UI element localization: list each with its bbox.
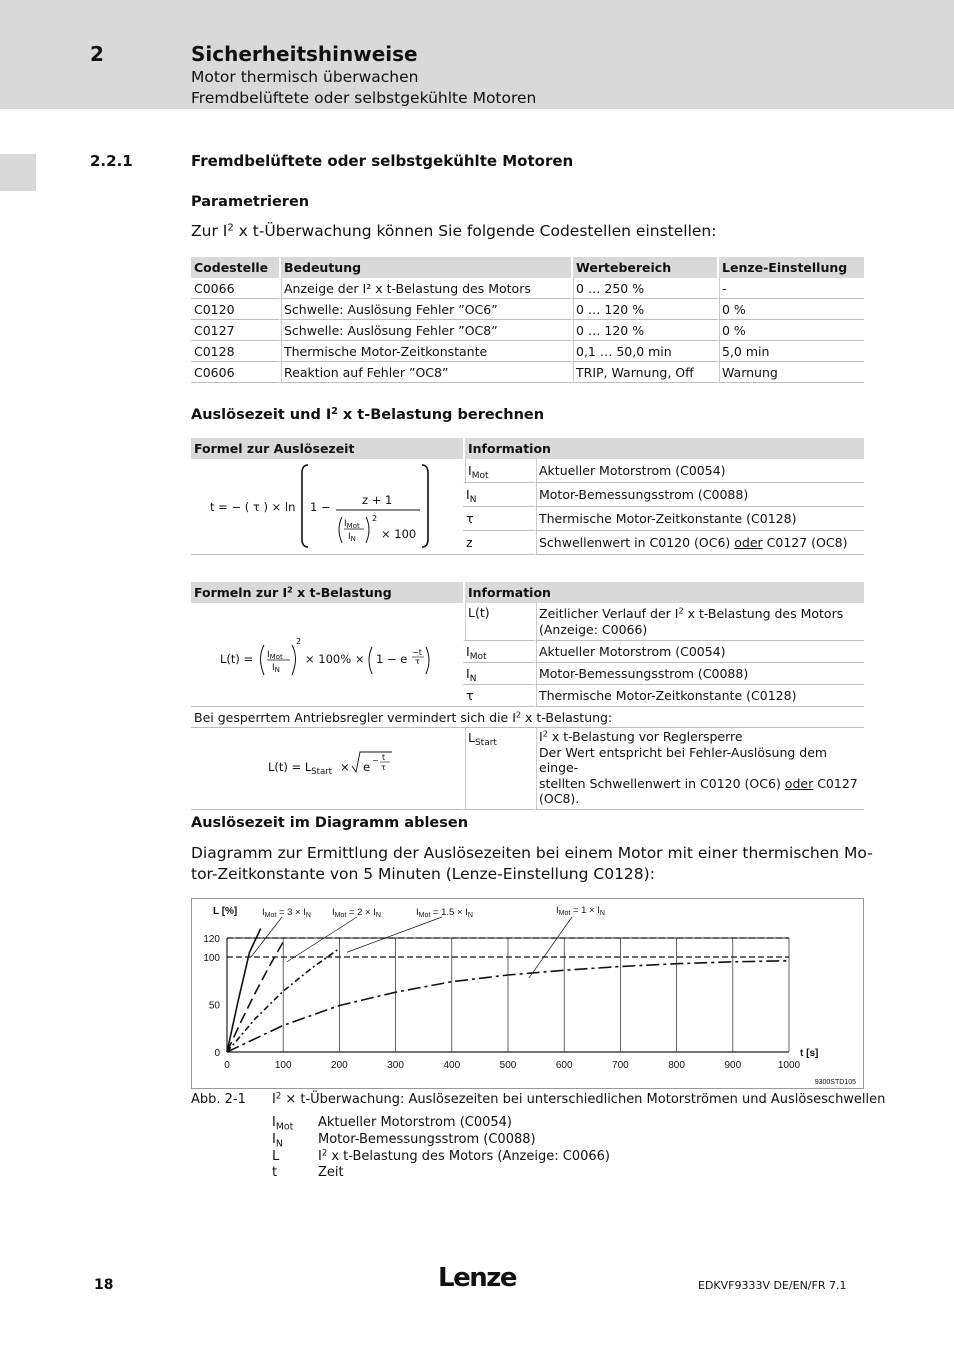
table-cell: Schwelle: Auslösung Fehler ”OC8” [279, 320, 571, 341]
table-cell: Thermische Motor-Zeitkonstante [279, 341, 571, 362]
table-row [191, 341, 864, 362]
svg-text:IMot: $I_{Mot}$ [344, 519, 360, 530]
table-header-row [191, 438, 864, 459]
col-header: Formel zur Auslösezeit [191, 438, 463, 459]
load-formula [194, 603, 460, 705]
svg-text:× 100% ×: × 100% × [305, 652, 365, 666]
table-cell: Anzeige der I² x t-Belastung des Motors [279, 278, 571, 299]
series-label: $I_{Mot} = 1 \times I_N$ [556, 905, 605, 917]
col-header: Wertebereich [571, 257, 717, 278]
col-header: Lenze-Einstellung [717, 257, 864, 278]
table-header-row [191, 257, 864, 278]
info-cell: Aktueller Motorstrom (C0054) [534, 641, 864, 663]
y-tick-label: 120 [203, 934, 220, 945]
formula-cell [191, 728, 463, 810]
chapter-subtitle-2: Fremdbelüftete oder selbstgekühlte Motoren [191, 89, 537, 107]
info-cell: Aktueller Motorstrom (C0054) [534, 459, 864, 483]
svg-text:−t: −t [412, 648, 422, 657]
col-header: Formeln zur $I^2$ x t-Belastung [191, 582, 463, 603]
svg-text:τ: τ [415, 657, 420, 666]
table-row [191, 278, 864, 299]
series-pointer [347, 917, 442, 952]
chapter-subtitle-1: Motor thermisch überwachen [191, 68, 419, 86]
x-tick-label: 500 [499, 1060, 517, 1071]
x-tick-label: 1000 [777, 1060, 801, 1071]
load-table [191, 582, 864, 810]
calc-heading: Auslösezeit und $I^2$ x t-Belastung berechnen [191, 405, 545, 423]
sym-cell: $I_N$ [463, 483, 534, 507]
formula-lhs: t = − ( τ ) × ln [210, 500, 296, 514]
legend-symbol: $I_{Mot}$ [272, 1115, 294, 1133]
svg-text:2: 2 [372, 514, 378, 523]
formula-times100: × 100 [381, 527, 417, 541]
table-cell: 0,1 … 50,0 min [571, 341, 717, 362]
series-line [227, 929, 261, 1053]
info-cell: Thermische Motor-Zeitkonstante (C0128) [534, 685, 864, 707]
section-number: 2.2.1 [90, 152, 133, 170]
chapter-number: 2 [90, 42, 104, 66]
table-row [191, 707, 864, 728]
info-cell: Thermische Motor-Zeitkonstante (C0128) [534, 507, 864, 531]
svg-text:2: 2 [296, 637, 302, 646]
diagram-lead-2: tor-Zeitkonstante von 5 Minuten (Lenze-Einstellung C0128): [191, 865, 655, 883]
formula-cell [191, 459, 463, 555]
table-cell: 0 % [717, 299, 864, 320]
legend-text: Zeit [318, 1165, 344, 1180]
col-header: Bedeutung [279, 257, 571, 278]
doc-id: EDKVF9333V DE/EN/FR 7.1 [698, 1279, 847, 1292]
series-label: $I_{Mot} = 1.5 \times I_N$ [416, 907, 473, 919]
x-tick-label: 800 [668, 1060, 685, 1071]
table-row [191, 728, 864, 810]
table-cell: 0 … 120 % [571, 320, 717, 341]
trip-time-table [191, 438, 864, 555]
sym-cell: z [463, 531, 534, 555]
diagram-lead-1: Diagramm zur Ermittlung der Auslösezeiten bei einem Motor mit einer thermischen Mo- [191, 844, 873, 862]
table-cell: C0120 [191, 299, 279, 320]
x-tick-label: 600 [555, 1060, 573, 1071]
y-tick-label: 50 [208, 1000, 220, 1012]
legend-text: $I^2$ x t-Belastung des Motors (Anzeige: C0066) [318, 1147, 610, 1164]
table-cell: C0606 [191, 362, 279, 383]
sym-cell: $I_{Mot}$ [463, 459, 534, 483]
diagram-heading: Auslösezeit im Diagramm ablesen [191, 815, 469, 831]
chapter-header [0, 0, 954, 109]
trip-time-formula [194, 459, 460, 553]
sym-cell: τ [463, 507, 534, 531]
svg-text:−: − [372, 756, 379, 765]
table-cell: C0127 [191, 320, 279, 341]
svg-text:L(t) = LStart: $L(t) = L_{Start}$ [268, 760, 333, 777]
legend-symbol: $I_N$ [272, 1132, 283, 1150]
trip-time-chart [192, 899, 863, 1088]
side-tab [0, 154, 36, 191]
formula-numerator: z + 1 [362, 493, 393, 507]
series-label: $I_{Mot} = 2 \times I_N$ [332, 907, 381, 919]
x-tick-label: 200 [331, 1060, 348, 1071]
formula-cell [191, 603, 463, 707]
lstart-formula [194, 728, 460, 792]
legend-symbol: t [272, 1165, 278, 1180]
legend-text: Aktueller Motorstrom (C0054) [318, 1115, 513, 1130]
col-header: Information [463, 582, 864, 603]
table-cell: 0 % [717, 320, 864, 341]
param-lead: Zur $I^2$ x t-Überwachung können Sie folgende Codestellen einstellen: [191, 222, 717, 240]
svg-text:IN: $I_N$ [272, 663, 280, 674]
col-header: Information [463, 438, 864, 459]
table-cell: Reaktion auf Fehler ”OC8” [279, 362, 571, 383]
table-row [191, 362, 864, 383]
legend-text: Motor-Bemessungsstrom (C0088) [318, 1132, 536, 1147]
right-bracket [422, 465, 428, 547]
chart-frame [191, 898, 864, 1089]
svg-text:L(t) =: L(t) = [220, 652, 254, 666]
sym-cell: $I_{Mot}$ [463, 641, 534, 663]
table-cell: 0 … 120 % [571, 299, 717, 320]
formula-one-minus: 1 − [310, 500, 331, 514]
x-tick-label: 400 [443, 1060, 461, 1071]
svg-text:IMot: $I_{Mot}$ [267, 650, 283, 661]
sym-cell: $I_N$ [463, 663, 534, 685]
series-label: $I_{Mot} = 3 \times I_N$ [262, 907, 311, 919]
series-pointer [529, 917, 572, 978]
table-cell: TRIP, Warnung, Off [571, 362, 717, 383]
table-row [191, 603, 864, 641]
svg-text:1 − e: 1 − e [376, 652, 408, 666]
left-bracket [302, 465, 308, 547]
x-tick-label: 300 [387, 1060, 404, 1071]
svg-text:×: × [340, 760, 350, 774]
lenze-logo: Lenze [438, 1263, 516, 1293]
info-cell: Motor-Bemessungsstrom (C0088) [534, 483, 864, 507]
sym-cell: L(t) [463, 603, 534, 641]
table-row [191, 299, 864, 320]
table-cell: C0128 [191, 341, 279, 362]
x-axis-label: t [s] [800, 1048, 819, 1059]
sym-cell: $L_{Start}$ [463, 728, 534, 810]
figure-caption: $I^2$ × t-Überwachung: Auslösezeiten bei unterschiedlichen Motorströmen und Auslöseschwellen [272, 1090, 886, 1107]
info-cell: Motor-Bemessungsstrom (C0088) [534, 663, 864, 685]
table-cell: 0 … 250 % [571, 278, 717, 299]
figure-number: Abb. 2-1 [191, 1092, 246, 1107]
svg-text:e: e [363, 760, 371, 774]
y-tick-label: 100 [203, 953, 220, 964]
param-heading: Parametrieren [191, 194, 310, 210]
svg-text:t: t [382, 753, 386, 762]
page-number: 18 [94, 1277, 114, 1293]
info-cell: $I^2$ x t-Belastung vor Reglersperre Der Wert entspricht bei Fehler-Auslösung dem einge- stellten Schwellenwert in C0120 (OC6) oder C0127 (OC8). [534, 728, 864, 810]
x-tick-label: 700 [612, 1060, 629, 1071]
table-cell: Schwelle: Auslösung Fehler ”OC6” [279, 299, 571, 320]
chapter-title: Sicherheitshinweise [191, 42, 418, 66]
y-tick-label: 0 [214, 1048, 220, 1059]
x-tick-label: 100 [274, 1060, 292, 1071]
codestellen-table [191, 257, 864, 383]
x-tick-label: 0 [224, 1060, 230, 1071]
table-cell: C0066 [191, 278, 279, 299]
series-line [227, 942, 283, 1052]
y-axis-label: L [%] [213, 906, 238, 917]
table-row [191, 459, 864, 483]
table-row [191, 320, 864, 341]
span-cell: Bei gesperrtem Antriebsregler vermindert sich die $I^2$ x t-Belastung: [191, 707, 864, 728]
section-title: Fremdbelüftete oder selbstgekühlte Motoren [191, 152, 574, 170]
x-tick-label: 900 [724, 1060, 742, 1071]
table-cell: - [717, 278, 864, 299]
sym-cell: τ [463, 685, 534, 707]
col-header: Codestelle [191, 257, 279, 278]
info-cell: Zeitlicher Verlauf der $I^2$ x t-Belastung des Motors (Anzeige: C0066) [534, 603, 864, 641]
svg-text:τ: τ [381, 763, 386, 772]
table-header-row [191, 582, 864, 603]
info-cell: Schwellenwert in C0120 (OC6) oder C0127 (OC8) [534, 531, 864, 555]
image-code: 9300STD105 [814, 1079, 856, 1086]
legend-symbol: L [272, 1149, 280, 1164]
table-cell: 5,0 min [717, 341, 864, 362]
table-cell: Warnung [717, 362, 864, 383]
series-pointer [287, 917, 357, 962]
svg-text:IN: $I_N$ [348, 532, 356, 543]
